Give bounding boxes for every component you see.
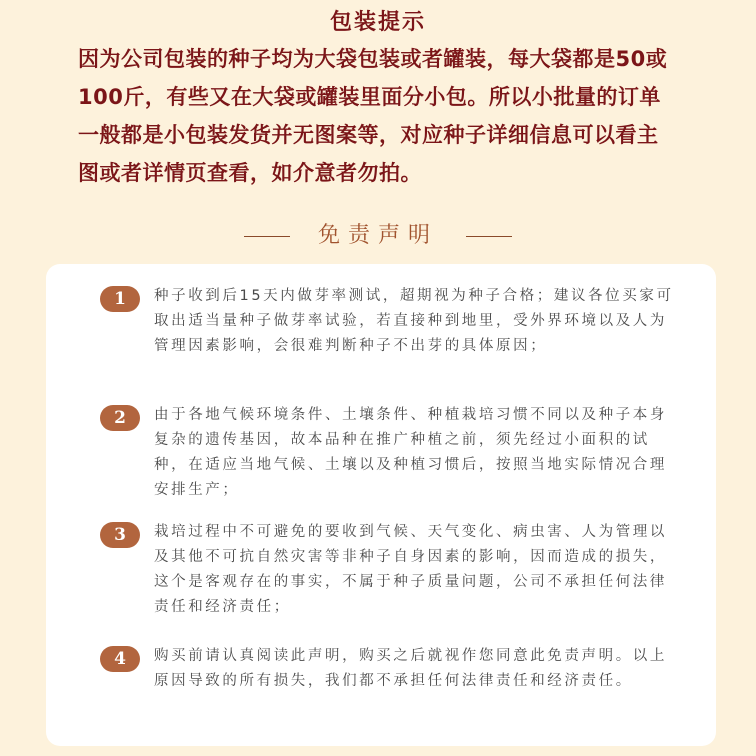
disclaimer-card <box>46 264 716 746</box>
left-divider <box>244 236 290 237</box>
packaging-title: 包装提示 <box>329 10 426 35</box>
item-number-badge: 1 <box>100 286 140 312</box>
item-number-badge: 2 <box>100 405 140 431</box>
packaging-notice <box>0 0 756 192</box>
item-text: 购买前请认真阅读此声明，购买之后就视作您同意此免责声明。以上原因导致的所有损失，我们都不承担任何法律责任和经济责任。 <box>154 648 667 689</box>
disclaimer-title: 免责声明 <box>317 223 438 248</box>
packaging-body: 因为公司包装的种子均为大袋包装或者罐装，每大袋都是50或100斤，有些又在大袋或罐装里面分小包。所以小批量的订单一般都是小包装发货并无图案等，对应种子详细信息可以看主图或者详情页查看，如介意者勿拍。 <box>78 47 668 185</box>
item-number-badge: 4 <box>100 646 140 672</box>
item-text: 由于各地气候环境条件、土壤条件、种植栽培习惯不同以及种子本身复杂的遗传基因，故本品种在推广种植之前，须先经过小面积的试种，在适应当地气候、土壤以及种植习惯后，按照当地实际情况合理安排生产； <box>154 407 667 498</box>
right-divider <box>466 236 512 237</box>
item-text: 种子收到后15天内做芽率测试，超期视为种子合格；建议各位买家可取出适当量种子做芽率试验，若直接种到地里，受外界环境以及人为管理因素影响，会很难判断种子不出芽的具体原因； <box>154 288 674 354</box>
item-number-badge: 3 <box>100 522 140 548</box>
disclaimer-heading <box>0 216 756 256</box>
item-text: 栽培过程中不可避免的要收到气候、天气变化、病虫害、人为管理以及其他不可抗自然灾害等非种子自身因素的影响，因而造成的损失，这个是客观存在的事实，不属于种子质量问题，公司不承担任何法律责任和经济责任； <box>154 524 667 615</box>
